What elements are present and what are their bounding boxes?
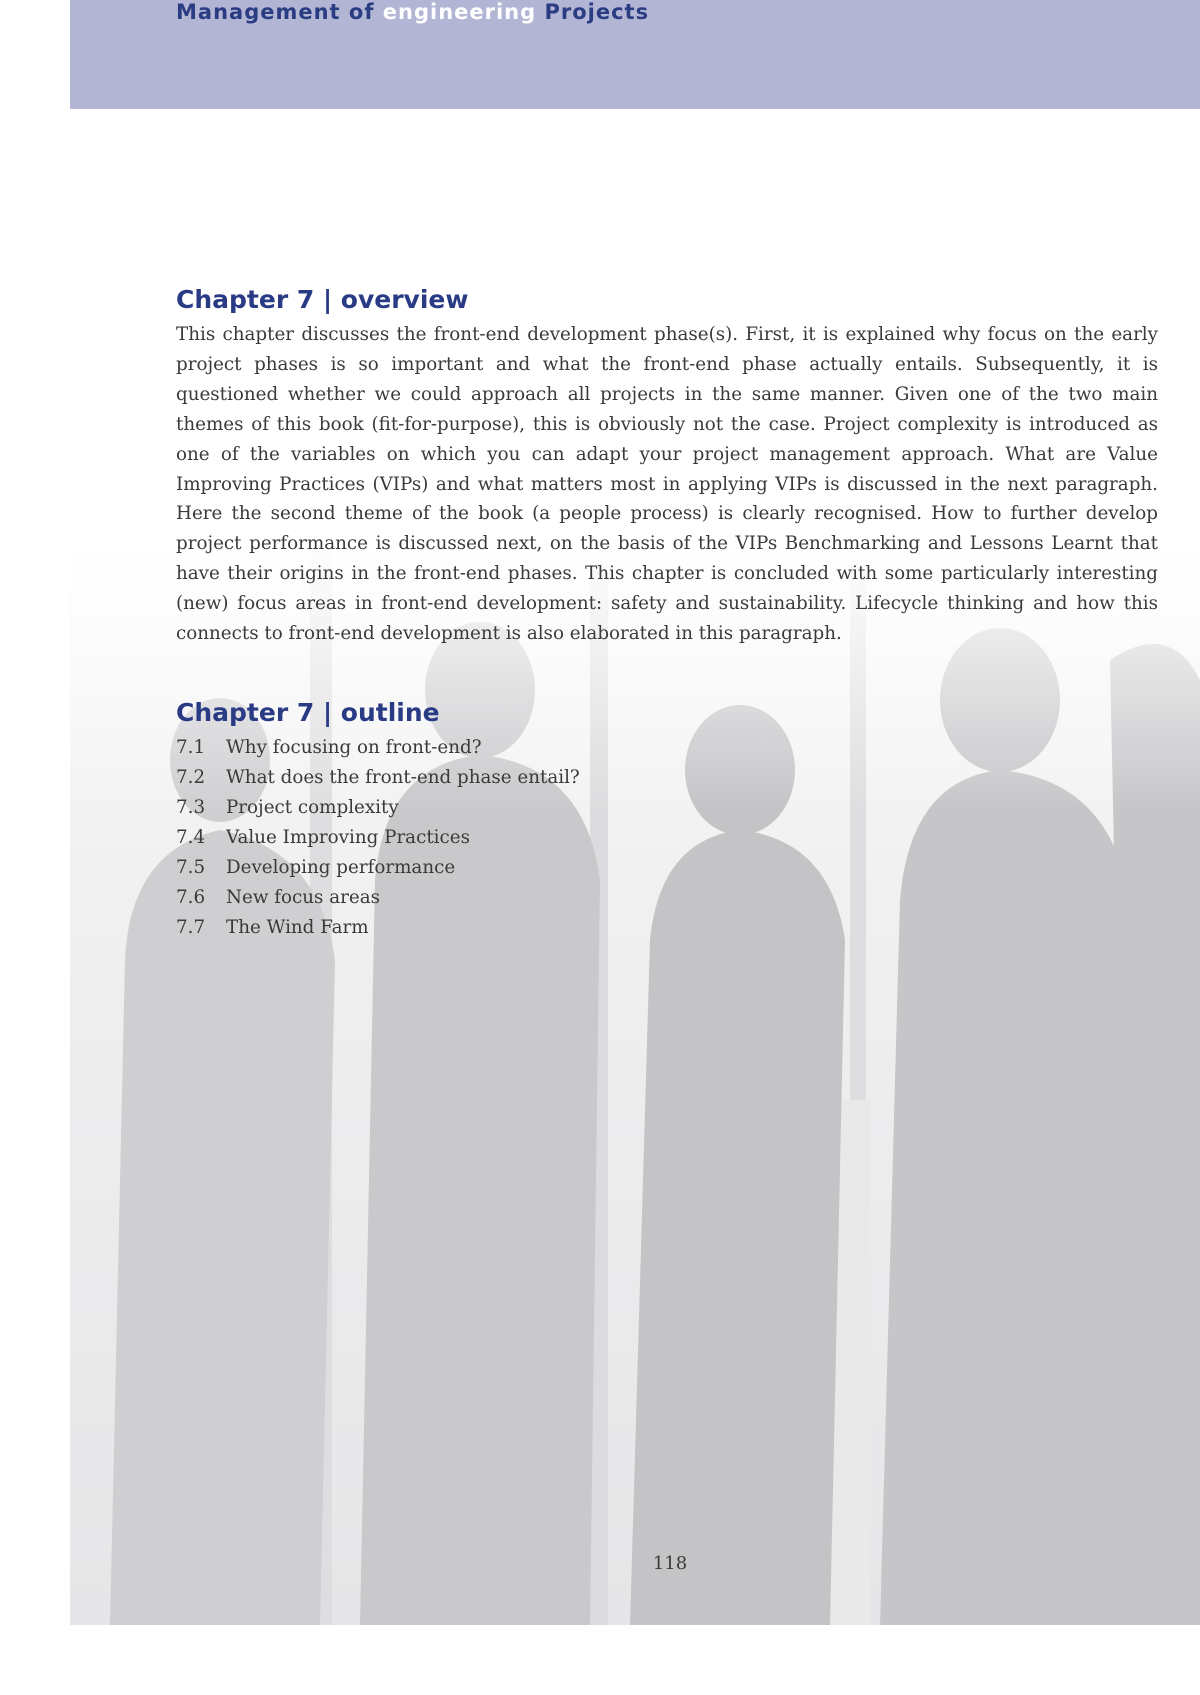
outline-item-label: The Wind Farm	[226, 916, 369, 938]
outline-item-number: 7.3	[176, 796, 206, 818]
outline-item	[176, 913, 1158, 943]
outline-list	[176, 733, 1158, 943]
outline-item-number: 7.6	[176, 886, 206, 908]
running-title	[176, 0, 649, 24]
outline-item-label: Why focusing on front-end?	[226, 736, 482, 758]
outline-item	[176, 763, 1158, 793]
running-title-part3: Projects	[536, 0, 650, 24]
overview-heading: Chapter 7 | overview	[176, 285, 469, 314]
overview-paragraph: This chapter discusses the front-end development phase(s). First, it is explained why focus on the early project phases is so important and what the front-end phase actually entails. Subsequently, it is questioned whether we could approach all projects in the same manner. Given one of the two main themes of this book (fit-for-purpose), this is obviously not the case. Project complexity is introduced as one of the variables on which you can adapt your project management approach. What are Value Improving Practices (VIPs) and what matters most in applying VIPs is discussed in the next paragraph. Here the second theme of the book (a people process) is clearly recognised. How to further develop project performance is discussed next, on the basis of the VIPs Benchmarking and Lessons Learnt that have their origins in the front-end phases. This chapter is concluded with some particularly interesting (new) focus areas in front-end development: safety and sustainability. Lifecycle thinking and how this connects to front-end development is also elaborated in this paragraph.	[176, 324, 1158, 645]
running-title-part2: engineering	[382, 0, 537, 24]
outline-item	[176, 853, 1158, 883]
outline-item-number: 7.7	[176, 916, 206, 938]
outline-item-label: What does the front-end phase entail?	[226, 766, 580, 788]
outline-item-number: 7.2	[176, 766, 206, 788]
outline-item-number: 7.4	[176, 826, 206, 848]
outline-item	[176, 733, 1158, 763]
outline-item-label: Project complexity	[226, 796, 399, 818]
outline-item	[176, 823, 1158, 853]
outline-item	[176, 793, 1158, 823]
outline-item-label: Developing performance	[226, 856, 456, 878]
main-content	[176, 282, 1158, 943]
running-title-part1: Management of	[176, 0, 383, 24]
outline-item-label: New focus areas	[226, 886, 380, 908]
outline-item-label: Value Improving Practices	[226, 826, 470, 848]
outline-item-number: 7.1	[176, 736, 206, 758]
outline-heading: Chapter 7 | outline	[176, 697, 440, 727]
page-number: 118	[652, 1553, 688, 1574]
outline-item-number: 7.5	[176, 856, 206, 878]
outline-item	[176, 883, 1158, 913]
